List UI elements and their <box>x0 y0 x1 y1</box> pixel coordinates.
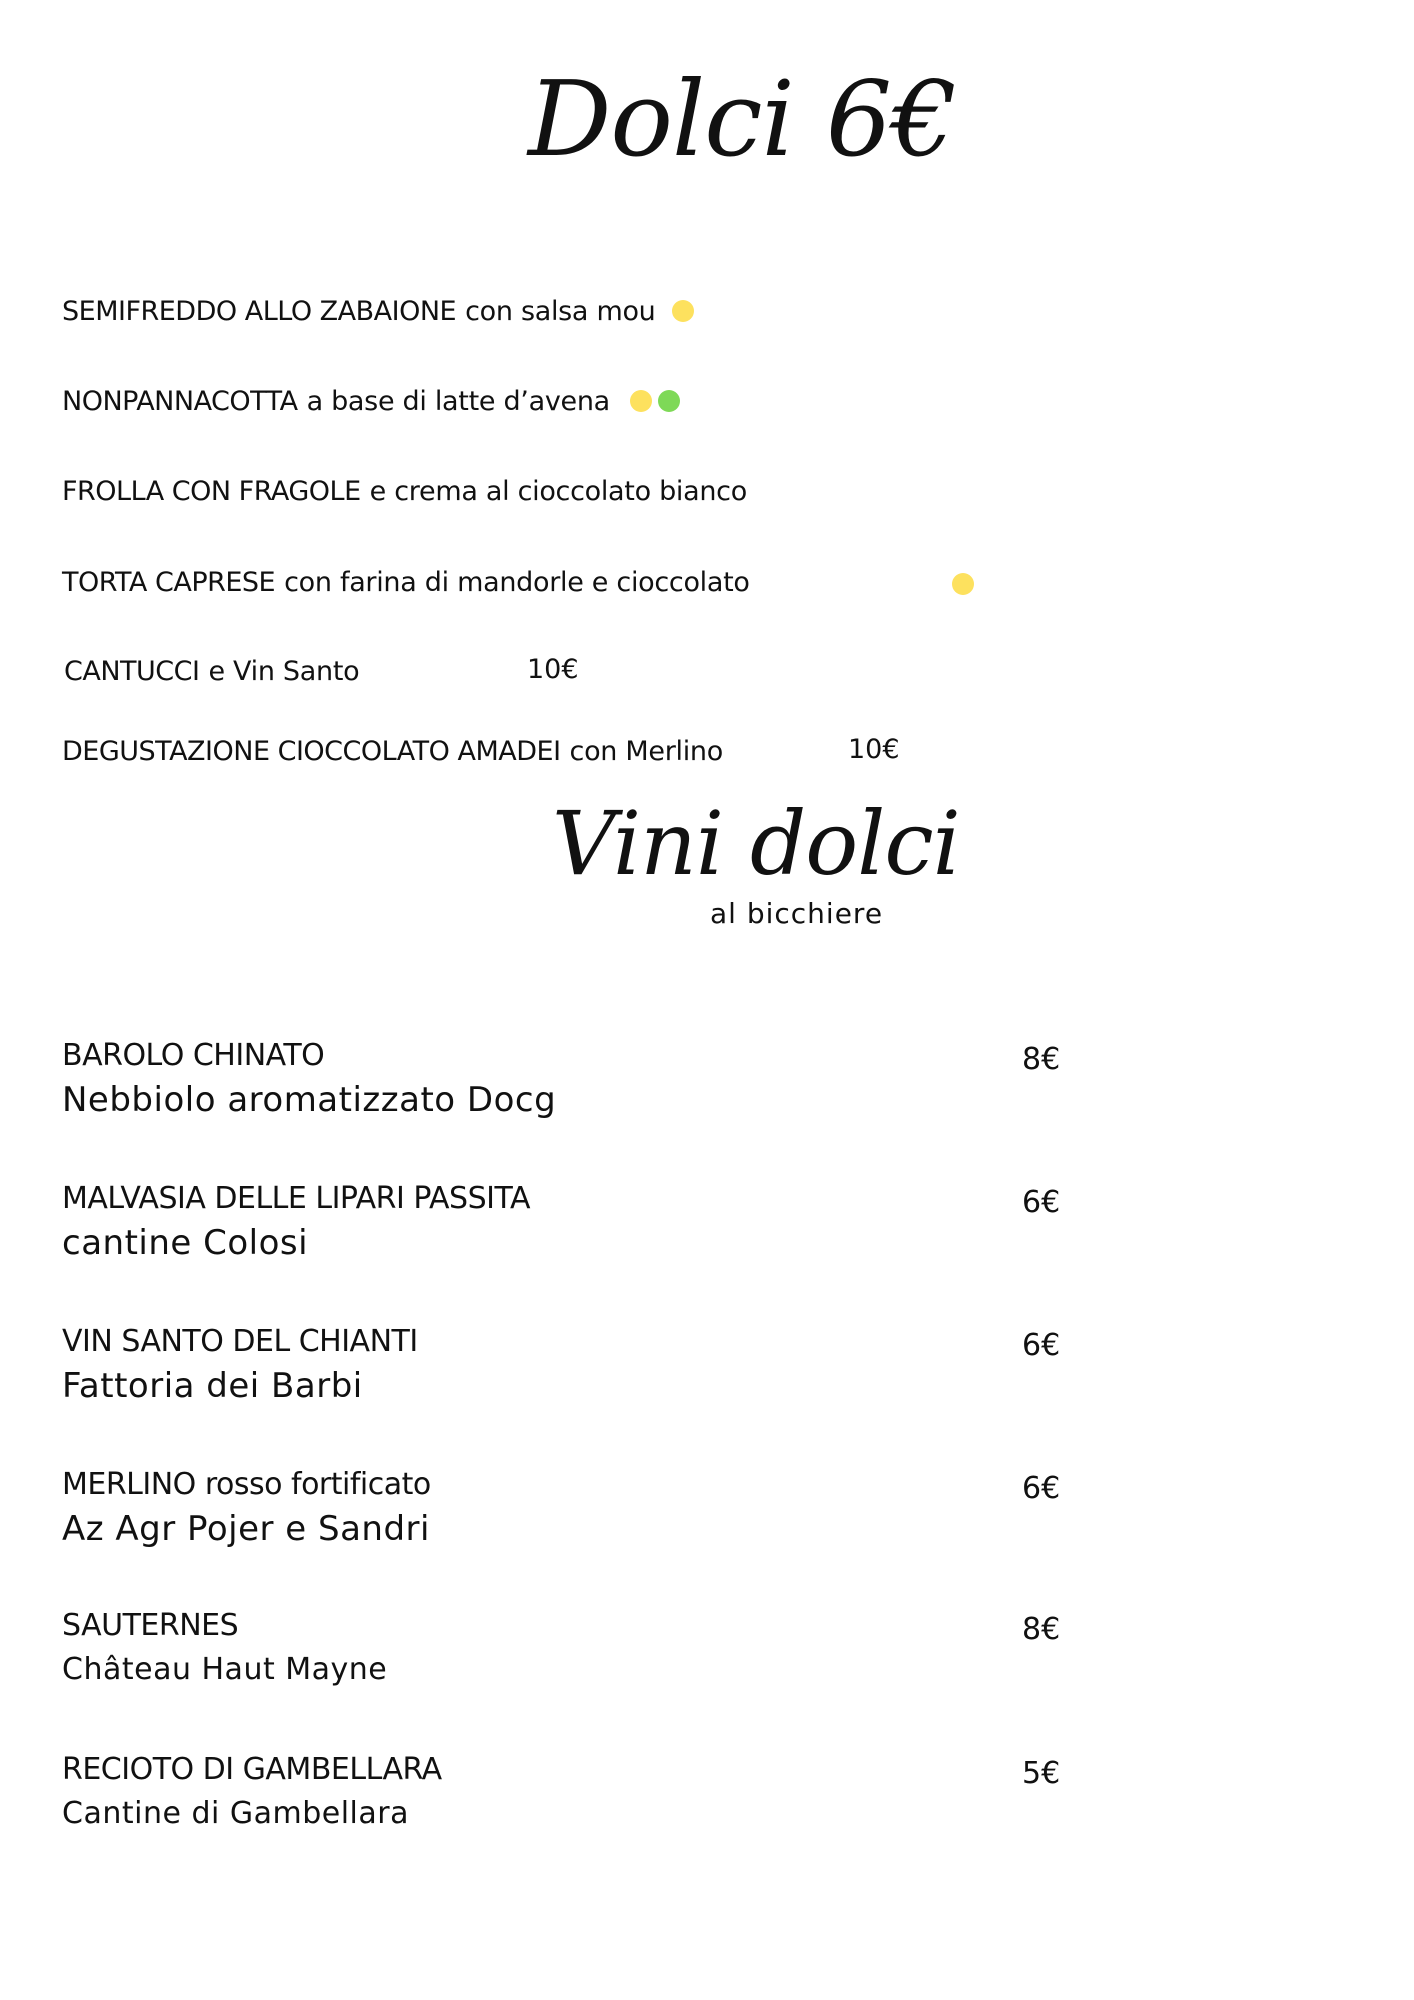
wine-name: SAUTERNES <box>62 1608 239 1643</box>
wine-price: 5€ <box>1022 1756 1061 1791</box>
wine-item-malvasia <box>62 1179 1082 1267</box>
wine-producer: Az Agr Pojer e Sandri <box>62 1509 430 1549</box>
wine-name: MALVASIA DELLE LIPARI PASSITA <box>62 1181 531 1216</box>
wine-item-barolo <box>62 1036 1082 1124</box>
wine-name: RECIOTO DI GAMBELLARA <box>62 1752 442 1787</box>
dessert-item-degustazione <box>62 731 723 771</box>
wine-price: 8€ <box>1022 1042 1061 1077</box>
dessert-desc: e crema al cioccolato bianco <box>369 475 747 507</box>
wine-producer: Cantine di Gambellara <box>62 1796 409 1831</box>
wine-producer: Fattoria dei Barbi <box>62 1366 363 1406</box>
dessert-item-torta-caprese <box>62 562 750 602</box>
wine-item-merlino <box>62 1465 1082 1553</box>
vegetarian-dot-icon <box>952 573 974 595</box>
dessert-name: CANTUCCI <box>64 655 200 687</box>
wine-price: 6€ <box>1022 1328 1061 1363</box>
wine-producer: cantine Colosi <box>62 1223 309 1263</box>
dessert-desc: con salsa mou <box>465 295 656 327</box>
dessert-desc: e Vin Santo <box>208 655 360 687</box>
wine-price: 8€ <box>1022 1612 1061 1647</box>
wine-name: BAROLO CHINATO <box>62 1038 325 1073</box>
vegetarian-dot-icon <box>672 300 694 322</box>
dessert-name: DEGUSTAZIONE CIOCCOLATO AMADEI <box>62 735 561 767</box>
dessert-name: NONPANNACOTTA <box>62 385 298 417</box>
dolci-title: Dolci 6€ <box>528 58 957 180</box>
wine-name: VIN SANTO DEL CHIANTI <box>62 1324 418 1359</box>
vini-subtitle: al bicchiere <box>710 897 884 930</box>
dessert-desc: con farina di mandorle e cioccolato <box>284 566 750 598</box>
vini-title: Vini dolci <box>552 792 960 895</box>
vegetarian-dot-icon <box>630 390 652 412</box>
wine-item-sauternes <box>62 1606 1082 1694</box>
wine-name: MERLINO rosso fortificato <box>62 1467 431 1502</box>
dessert-desc: a base di latte d’avena <box>306 385 610 417</box>
wine-item-vin-santo <box>62 1322 1082 1410</box>
dessert-item-semifreddo <box>62 291 694 331</box>
dessert-name: TORTA CAPRESE <box>62 566 276 598</box>
wine-producer: Château Haut Mayne <box>62 1652 388 1687</box>
dessert-price: 10€ <box>527 654 579 685</box>
dessert-desc: con Merlino <box>569 735 723 767</box>
wine-price: 6€ <box>1022 1185 1061 1220</box>
wine-price: 6€ <box>1022 1471 1061 1506</box>
dessert-price: 10€ <box>848 734 900 765</box>
dessert-name: FROLLA CON FRAGOLE <box>62 475 361 507</box>
dessert-item-frolla <box>62 471 747 511</box>
dessert-name: SEMIFREDDO ALLO ZABAIONE <box>62 295 457 327</box>
dessert-item-nonpannacotta <box>62 381 680 421</box>
vegan-dot-icon <box>658 390 680 412</box>
dessert-item-cantucci <box>64 651 359 691</box>
wine-producer: Nebbiolo aromatizzato Docg <box>62 1080 557 1120</box>
wine-item-recioto <box>62 1750 1082 1838</box>
